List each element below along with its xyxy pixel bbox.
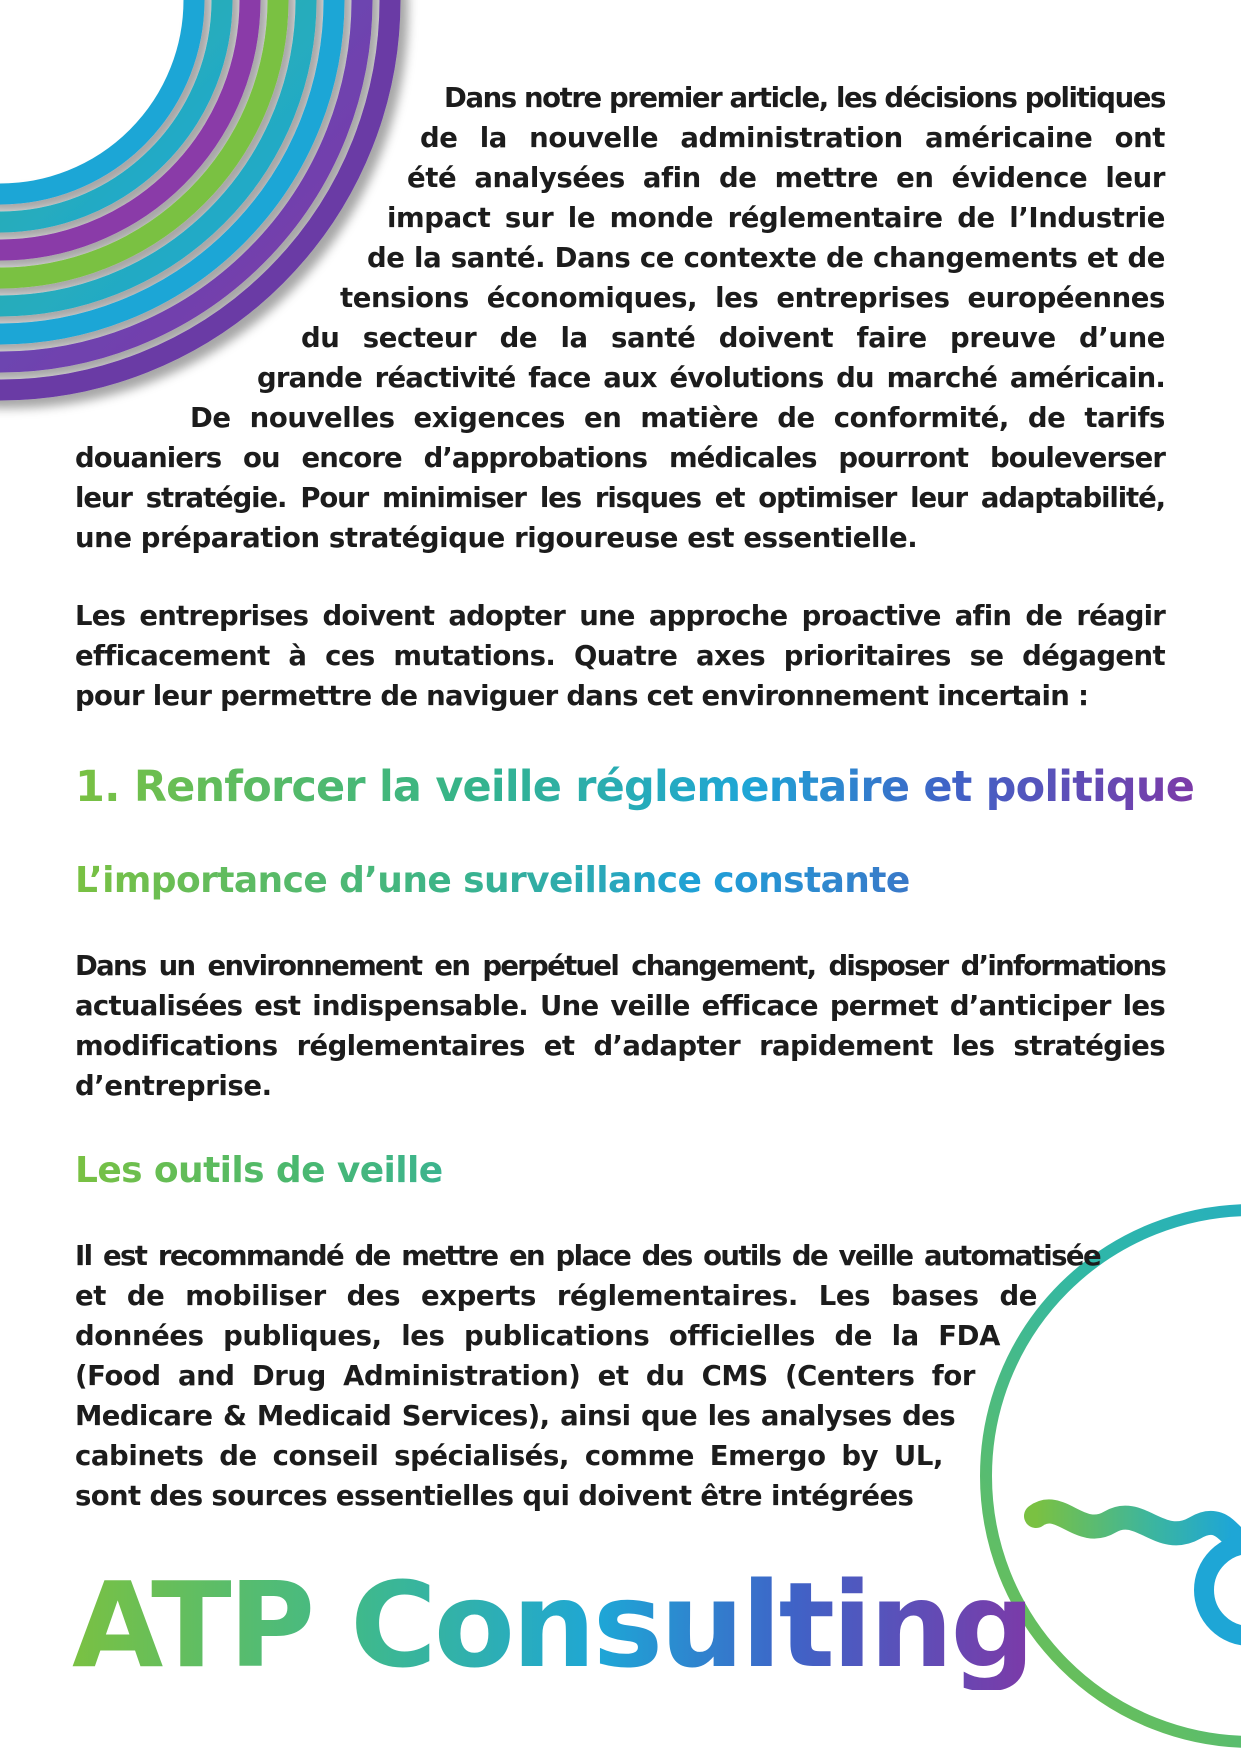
text-line: De nouvelles exigences en matière de conformité, de tarifs	[190, 402, 1165, 434]
text-line: sont des sources essentielles qui doivent être intégrées	[75, 1480, 914, 1512]
paragraph-tools	[75, 1236, 1100, 1516]
text-line: Medicare & Medicaid Services), ainsi que les analyses des	[75, 1400, 955, 1432]
text-line: modifications réglementaires et d’adapter rapidement les stratégies	[75, 1030, 1165, 1062]
text-line: et de mobiliser des experts réglementaires. Les bases de	[75, 1280, 1037, 1312]
text-line: Dans notre premier article, les décisions politiques	[444, 82, 1165, 114]
paragraph-monitoring	[75, 946, 1165, 1106]
brand-logo: ATP Consulting	[72, 1556, 1032, 1694]
text-line: impact sur le monde réglementaire de l’Industrie	[387, 202, 1165, 234]
text-line: douaniers ou encore d’approbations médicales pourront bouleverser	[75, 442, 1165, 474]
text-line: efficacement à ces mutations. Quatre axes prioritaires se dégagent	[75, 640, 1165, 672]
text-line: d’entreprise.	[75, 1070, 272, 1102]
text-line: été analysées afin de mettre en évidence leur	[407, 162, 1165, 194]
text-line: (Food and Drug Administration) et du CMS (Centers for	[75, 1360, 975, 1392]
paragraph-approach	[75, 596, 1165, 716]
text-line: de la santé. Dans ce contexte de changements et de	[367, 242, 1165, 274]
subsection-title: Les outils de veille	[75, 1150, 443, 1191]
text-line: leur stratégie. Pour minimiser les risques et optimiser leur adaptabilité,	[75, 482, 1165, 514]
text-line: Dans un environnement en perpétuel changement, disposer d’informations	[75, 950, 1165, 982]
text-line: Les entreprises doivent adopter une approche proactive afin de réagir	[75, 600, 1165, 632]
intro-paragraph	[75, 78, 1165, 558]
text-line: pour leur permettre de naviguer dans cet environnement incertain :	[75, 680, 1089, 712]
text-line: données publiques, les publications officielles de la FDA	[75, 1320, 1000, 1352]
subsection-title: L’importance d’une surveillance constante	[75, 860, 910, 901]
text-line: du secteur de la santé doivent faire preuve d’une	[301, 322, 1165, 354]
text-line: tensions économiques, les entreprises européennes	[340, 282, 1165, 314]
text-line: Il est recommandé de mettre en place des outils de veille automatisée	[75, 1240, 1100, 1272]
text-line: actualisées est indispensable. Une veille efficace permet d’anticiper les	[75, 990, 1165, 1022]
text-line: cabinets de conseil spécialisés, comme Emergo by UL,	[75, 1440, 943, 1472]
section-title: 1. Renforcer la veille réglementaire et politique	[75, 762, 1195, 812]
text-line: de la nouvelle administration américaine ont	[420, 122, 1165, 154]
text-line: une préparation stratégique rigoureuse est essentielle.	[75, 522, 918, 554]
text-line: grande réactivité face aux évolutions du marché américain.	[257, 362, 1165, 394]
